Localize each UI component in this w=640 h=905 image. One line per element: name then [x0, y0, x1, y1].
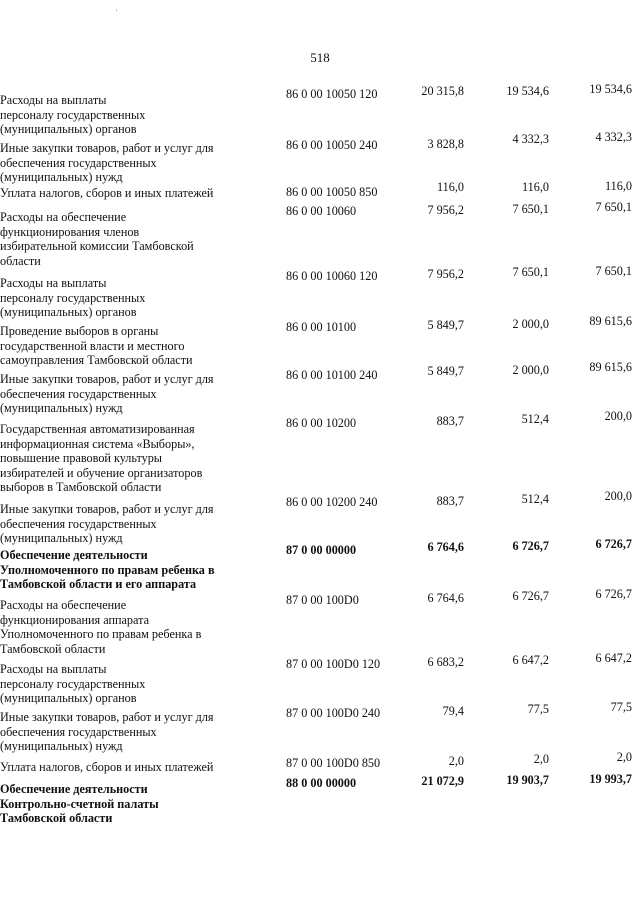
row-name-line: Уплата налогов, сборов и иных платежей	[0, 186, 214, 200]
row-code: 86 0 00 10100	[286, 320, 357, 334]
row-code: 87 0 00 100D0	[286, 593, 359, 607]
row-value-1: 116,0	[437, 180, 464, 194]
row-value-3: 89 615,6	[589, 360, 632, 374]
row-value-2: 512,4	[521, 412, 549, 426]
row-name	[0, 548, 236, 592]
row-name-line: (муниципальных) нужд	[0, 739, 123, 754]
row-code: 86 0 00 10200	[286, 416, 357, 430]
row-name-line: Уполномоченного по правам ребенка в	[0, 562, 215, 577]
row-code: 86 0 00 10050 120	[286, 87, 378, 101]
row-value-1: 883,7	[436, 494, 464, 508]
row-name-line: (муниципальных) органов	[0, 122, 137, 137]
row-code: 86 0 00 10050 240	[286, 138, 378, 152]
row-code: 88 0 00 00000	[286, 776, 357, 790]
row-name-line: Тамбовской области	[0, 811, 113, 826]
row-name	[0, 372, 236, 416]
row-value-1: 3 828,8	[427, 137, 464, 151]
row-name	[0, 662, 236, 706]
row-name-line: Контрольно-счетной палаты	[0, 796, 159, 811]
row-name-line: Расходы на обеспечение	[0, 598, 127, 612]
row-name-line: государственной власти и местного	[0, 338, 185, 353]
row-value-1: 20 315,8	[421, 84, 464, 98]
row-code: 87 0 00 00000	[286, 543, 357, 557]
row-code: 86 0 00 10100 240	[286, 368, 378, 382]
row-code: 86 0 00 10200 240	[286, 495, 378, 509]
row-value-3: 2,0	[616, 750, 632, 764]
row-name-line: Уполномоченного по правам ребенка в	[0, 627, 202, 642]
row-name-line: Расходы на выплаты	[0, 93, 107, 107]
row-name	[0, 324, 236, 368]
row-name-line: избирательной комиссии Тамбовской	[0, 239, 194, 254]
row-value-1: 79,4	[442, 704, 464, 718]
row-value-1: 7 956,2	[427, 267, 464, 281]
row-code: 86 0 00 10060	[286, 204, 357, 218]
row-value-2: 116,0	[522, 180, 549, 194]
row-name	[0, 210, 236, 268]
row-name-line: Проведение выборов в органы	[0, 324, 159, 338]
row-value-2: 6 647,2	[512, 653, 549, 667]
row-value-1: 2,0	[448, 754, 464, 768]
row-name-line: обеспечения государственных	[0, 516, 157, 531]
row-value-3: 6 726,7	[595, 587, 632, 601]
row-code: 87 0 00 100D0 240	[286, 706, 381, 720]
row-code: 87 0 00 100D0 120	[286, 657, 381, 671]
row-name-line: Тамбовской области	[0, 641, 106, 656]
row-name-line: Тамбовской области и его аппарата	[0, 577, 197, 592]
row-value-2: 77,5	[527, 702, 549, 716]
row-value-2: 7 650,1	[512, 202, 549, 216]
corner-mark: '	[116, 8, 118, 17]
row-name	[0, 782, 236, 826]
row-value-2: 7 650,1	[512, 265, 549, 279]
row-name-line: Уплата налогов, сборов и иных платежей	[0, 760, 214, 774]
row-name-line: (муниципальных) нужд	[0, 170, 123, 185]
row-value-2: 2 000,0	[512, 317, 549, 331]
row-value-2: 4 332,3	[512, 132, 549, 146]
row-value-3: 7 650,1	[595, 264, 632, 278]
row-name-line: самоуправления Тамбовской области	[0, 353, 193, 368]
row-name-line: Расходы на выплаты	[0, 276, 107, 290]
row-name-line: обеспечения государственных	[0, 386, 157, 401]
row-name	[0, 141, 236, 185]
row-code: 86 0 00 10050 850	[286, 185, 378, 199]
row-value-1: 21 072,9	[421, 774, 464, 788]
row-name	[0, 93, 236, 137]
row-name-line: области	[0, 253, 41, 268]
row-name-line: функционирования членов	[0, 224, 140, 239]
row-value-1: 6 683,2	[427, 655, 464, 669]
row-name-line: Иные закупки товаров, работ и услуг для	[0, 372, 214, 386]
row-value-1: 7 956,2	[427, 203, 464, 217]
row-value-2: 19 903,7	[506, 773, 549, 787]
row-name	[0, 186, 236, 201]
row-name-line: (муниципальных) нужд	[0, 531, 123, 546]
row-value-2: 512,4	[521, 492, 549, 506]
row-name-line: персоналу государственных	[0, 290, 146, 305]
row-value-3: 89 615,6	[589, 314, 632, 328]
row-value-1: 6 764,6	[427, 591, 464, 605]
row-name-line: Обеспечение деятельности	[0, 548, 148, 562]
row-value-3: 7 650,1	[595, 200, 632, 214]
row-name-line: повышение правовой культуры	[0, 451, 163, 466]
row-name-line: персоналу государственных	[0, 676, 146, 691]
row-name-line: Обеспечение деятельности	[0, 782, 148, 796]
row-value-1: 5 849,7	[427, 364, 464, 378]
row-name-line: избирателей и обучение организаторов	[0, 465, 203, 480]
row-name-line: (муниципальных) органов	[0, 691, 137, 706]
row-name	[0, 598, 236, 656]
row-value-2: 19 534,6	[506, 84, 549, 98]
row-name-line: Иные закупки товаров, работ и услуг для	[0, 141, 214, 155]
row-value-3: 116,0	[605, 179, 632, 193]
row-name-line: персоналу государственных	[0, 107, 146, 122]
row-value-3: 77,5	[610, 700, 632, 714]
row-value-3: 19 534,6	[589, 82, 632, 96]
row-name-line: Расходы на выплаты	[0, 662, 107, 676]
row-name	[0, 710, 236, 754]
row-value-3: 200,0	[604, 409, 632, 423]
row-name	[0, 276, 236, 320]
page-number: 518	[310, 50, 330, 65]
row-value-3: 6 647,2	[595, 651, 632, 665]
row-code: 87 0 00 100D0 850	[286, 756, 381, 770]
row-name-line: информационная система «Выборы»,	[0, 436, 195, 451]
row-name-line: Государственная автоматизированная	[0, 422, 195, 436]
row-name-line: Расходы на обеспечение	[0, 210, 127, 224]
row-value-1: 883,7	[436, 414, 464, 428]
row-value-2: 2,0	[533, 752, 549, 766]
row-name-line: (муниципальных) нужд	[0, 401, 123, 416]
row-name-line: выборов в Тамбовской области	[0, 480, 162, 495]
row-name-line: обеспечения государственных	[0, 155, 157, 170]
row-value-3: 6 726,7	[595, 537, 632, 551]
row-code: 86 0 00 10060 120	[286, 269, 378, 283]
row-value-3: 4 332,3	[595, 130, 632, 144]
row-value-2: 6 726,7	[512, 539, 549, 553]
row-name	[0, 422, 236, 495]
row-value-3: 200,0	[604, 489, 632, 503]
row-name-line: (муниципальных) органов	[0, 305, 137, 320]
row-name-line: Иные закупки товаров, работ и услуг для	[0, 710, 214, 724]
row-value-2: 2 000,0	[512, 363, 549, 377]
row-value-3: 19 993,7	[589, 772, 632, 786]
row-value-1: 5 849,7	[427, 318, 464, 332]
row-value-2: 6 726,7	[512, 589, 549, 603]
row-value-1: 6 764,6	[427, 540, 464, 554]
row-name	[0, 760, 236, 775]
row-name-line: обеспечения государственных	[0, 724, 157, 739]
row-name	[0, 502, 236, 546]
row-name-line: функционирования аппарата	[0, 612, 149, 627]
row-name-line: Иные закупки товаров, работ и услуг для	[0, 502, 214, 516]
